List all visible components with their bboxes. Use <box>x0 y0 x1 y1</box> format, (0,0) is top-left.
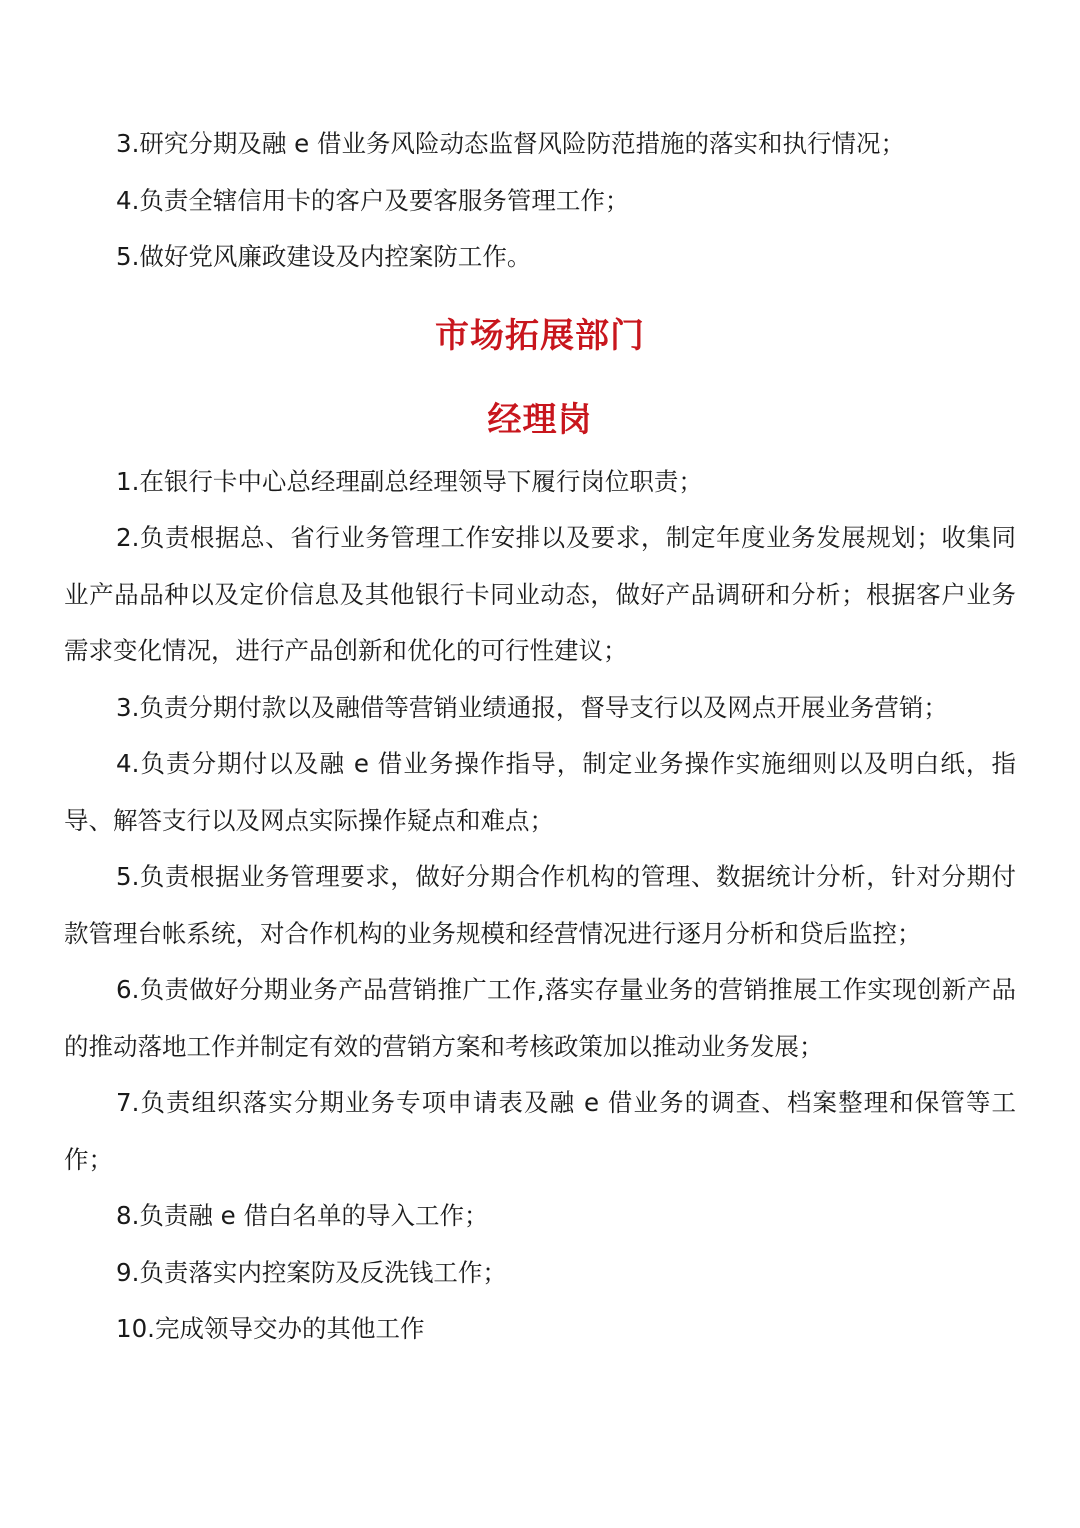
top-list-item-5: 5.做好党风廉政建设及内控案防工作。 <box>116 242 532 271</box>
duty-item-9: 9.负责落实内控案防及反洗钱工作； <box>116 1257 507 1287</box>
duty-item-4: 4.负责分期付以及融 e 借业务操作指导，制定业务操作实施细则以及明白纸，指导、解答支行以及网点实际操作疑点和难点； <box>64 749 1016 835</box>
duty-item-7: 7.负责组织落实分期业务专项申请表及融 e 借业务的调查、档案整理和保管等工作； <box>64 1088 1016 1174</box>
position-title: 经理岗 <box>487 399 593 440</box>
department-title: 市场拓展部门 <box>435 315 645 356</box>
duty-item-3: 3.负责分期付款以及融借等营销业绩通报，督导支行以及网点开展业务营销； <box>116 692 948 722</box>
top-list-item-4: 4.负责全辖信用卡的客户及要客服务管理工作； <box>116 185 630 215</box>
duty-item-6: 6.负责做好分期业务产品营销推广工作,落实存量业务的营销推展工作实现创新产品的推动落地工作并制定有效的营销方案和考核政策加以推动业务发展； <box>64 975 1016 1061</box>
top-list-item-3: 3.研究分期及融 e 借业务风险动态监督风险防范措施的落实和执行情况； <box>116 129 906 158</box>
duty-item-1: 1.在银行卡中心总经理副总经理领导下履行岗位职责； <box>116 466 703 496</box>
duty-item-10: 10.完成领导交办的其他工作 <box>116 1314 425 1343</box>
duty-item-8: 8.负责融 e 借白名单的导入工作； <box>116 1201 489 1230</box>
duty-item-5: 5.负责根据业务管理要求，做好分期合作机构的管理、数据统计分析，针对分期付款管理台帐系统，对合作机构的业务规模和经营情况进行逐月分析和贷后监控； <box>64 862 1016 948</box>
duty-item-2: 2.负责根据总、省行业务管理工作安排以及要求，制定年度业务发展规划；收集同业产品品种以及定价信息及其他银行卡同业动态，做好产品调研和分析；根据客户业务需求变化情况，进行产品创新和优化的可行性建议； <box>64 523 1016 665</box>
